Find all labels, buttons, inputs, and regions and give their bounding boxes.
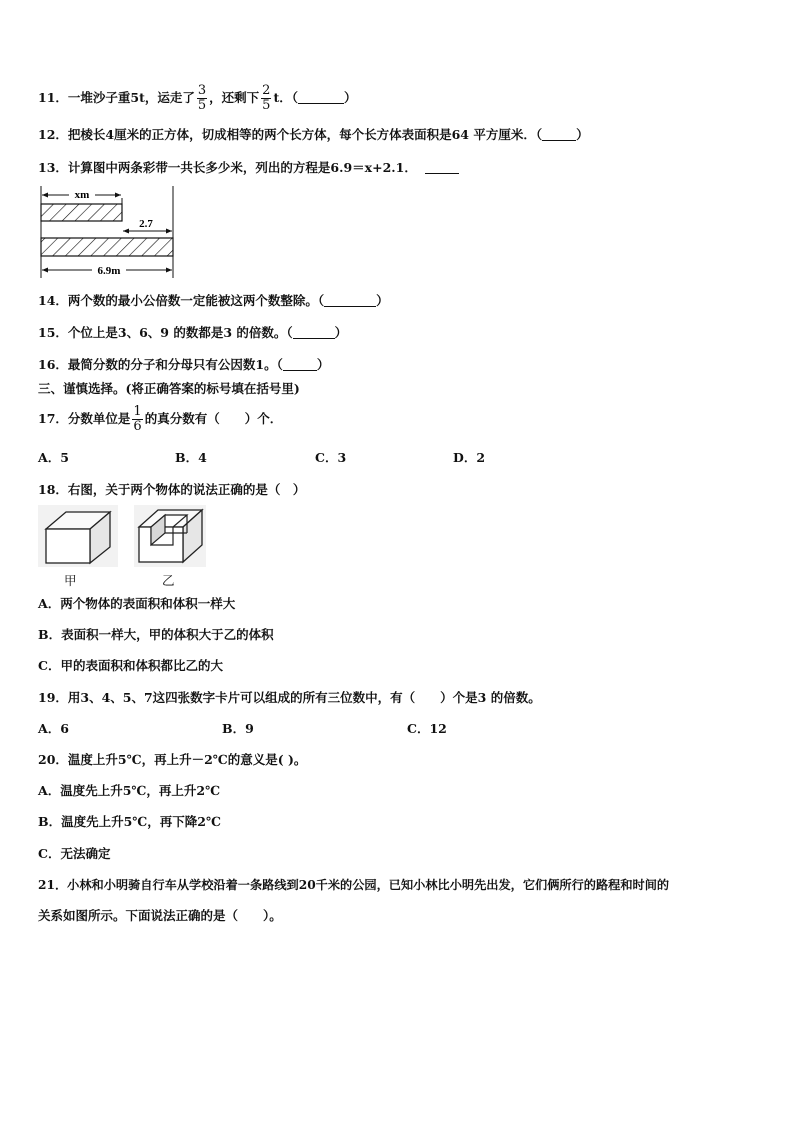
question-20: 20．温度上升5℃，再上升－2℃的意义是( )。: [38, 752, 307, 767]
solid-block-figure: [38, 505, 118, 567]
option-b[interactable]: B．4: [175, 450, 207, 465]
option-c[interactable]: C．甲的表面积和体积都比乙的大: [38, 658, 223, 673]
label-jia: 甲: [64, 573, 77, 588]
answer-blank[interactable]: [293, 326, 335, 339]
fraction-2-5: $\frac{2}{5}$: [262, 83, 271, 113]
notched-block-figure: [134, 505, 206, 567]
question-18: 18．右图，关于两个物体的说法正确的是（ ）: [38, 482, 306, 497]
question-13: 13．计算图中两条彩带一共长多少米，列出的方程是6.9＝x+2.1．: [38, 158, 459, 176]
label-yi: 乙: [162, 573, 175, 588]
question-16: 16．最简分数的分子和分母只有公因数1。（ ）: [38, 357, 330, 372]
lower-ribbon: [41, 238, 173, 256]
q11-text: 11．一堆沙子重5t，运走了: [38, 90, 195, 105]
option-b[interactable]: B．表面积一样大，甲的体积大于乙的体积: [38, 627, 274, 642]
fraction-3-5: $\frac{3}{5}$: [197, 83, 207, 113]
option-a[interactable]: A．两个物体的表面积和体积一样大: [38, 596, 236, 611]
answer-blank[interactable]: [542, 128, 576, 141]
answer-blank[interactable]: [324, 294, 376, 307]
section-heading: 三、谨慎选择。(将正确答案的标号填在括号里): [38, 381, 300, 396]
option-b[interactable]: B．温度先上升5℃，再下降2℃: [38, 814, 221, 829]
option-b[interactable]: B．9: [222, 721, 254, 736]
ribbon-diagram: [36, 183, 181, 280]
option-a[interactable]: A．5: [38, 450, 69, 465]
upper-ribbon: [41, 204, 122, 221]
question-12: 12．把棱长4厘米的正方体，切成相等的两个长方体，每个长方体表面积是64 平方厘米．（ ）: [38, 127, 589, 142]
question-15: 15．个位上是3、6、9 的数都是3 的倍数。（ ）: [38, 325, 348, 340]
option-a[interactable]: A．温度先上升5℃，再上升2℃: [38, 783, 221, 798]
fraction-1-6: $\frac{1}{6}$: [133, 404, 142, 434]
answer-blank[interactable]: [298, 91, 344, 104]
xm-label: xm: [74, 189, 90, 201]
option-c[interactable]: C．3: [315, 450, 347, 465]
question-11: 11．一堆沙子重5t，运走了 $\frac{3}{5}$ ，还剩下 $\frac{2}{5}$ t．（ ）: [38, 83, 357, 113]
gap-label: 2.7: [139, 218, 153, 230]
question-21-line-1: 21．小林和小明骑自行车从学校沿着一条路线到20千米的公园，已知小林比小明先出发，它们俩所行的路程和时间的: [38, 878, 670, 892]
option-d[interactable]: D．2: [453, 450, 486, 465]
question-14: 14．两个数的最小公倍数一定能被这两个数整除。（ ）: [38, 293, 389, 308]
answer-blank[interactable]: [425, 161, 459, 174]
option-a[interactable]: A．6: [38, 721, 69, 736]
question-19: 19．用3、4、5、7这四张数字卡片可以组成的所有三位数中，有（ ）个是3 的倍数。: [38, 690, 541, 705]
option-c[interactable]: C．无法确定: [38, 846, 111, 861]
question-21-line-2: 关系如图所示。下面说法正确的是（ ）。: [38, 908, 282, 923]
answer-blank[interactable]: [283, 358, 317, 371]
option-c[interactable]: C．12: [407, 721, 447, 736]
question-17: 17．分数单位是 $\frac{1}{6}$ 的真分数有（ ）个．: [38, 404, 283, 434]
total-label: 6.9m: [97, 265, 121, 277]
